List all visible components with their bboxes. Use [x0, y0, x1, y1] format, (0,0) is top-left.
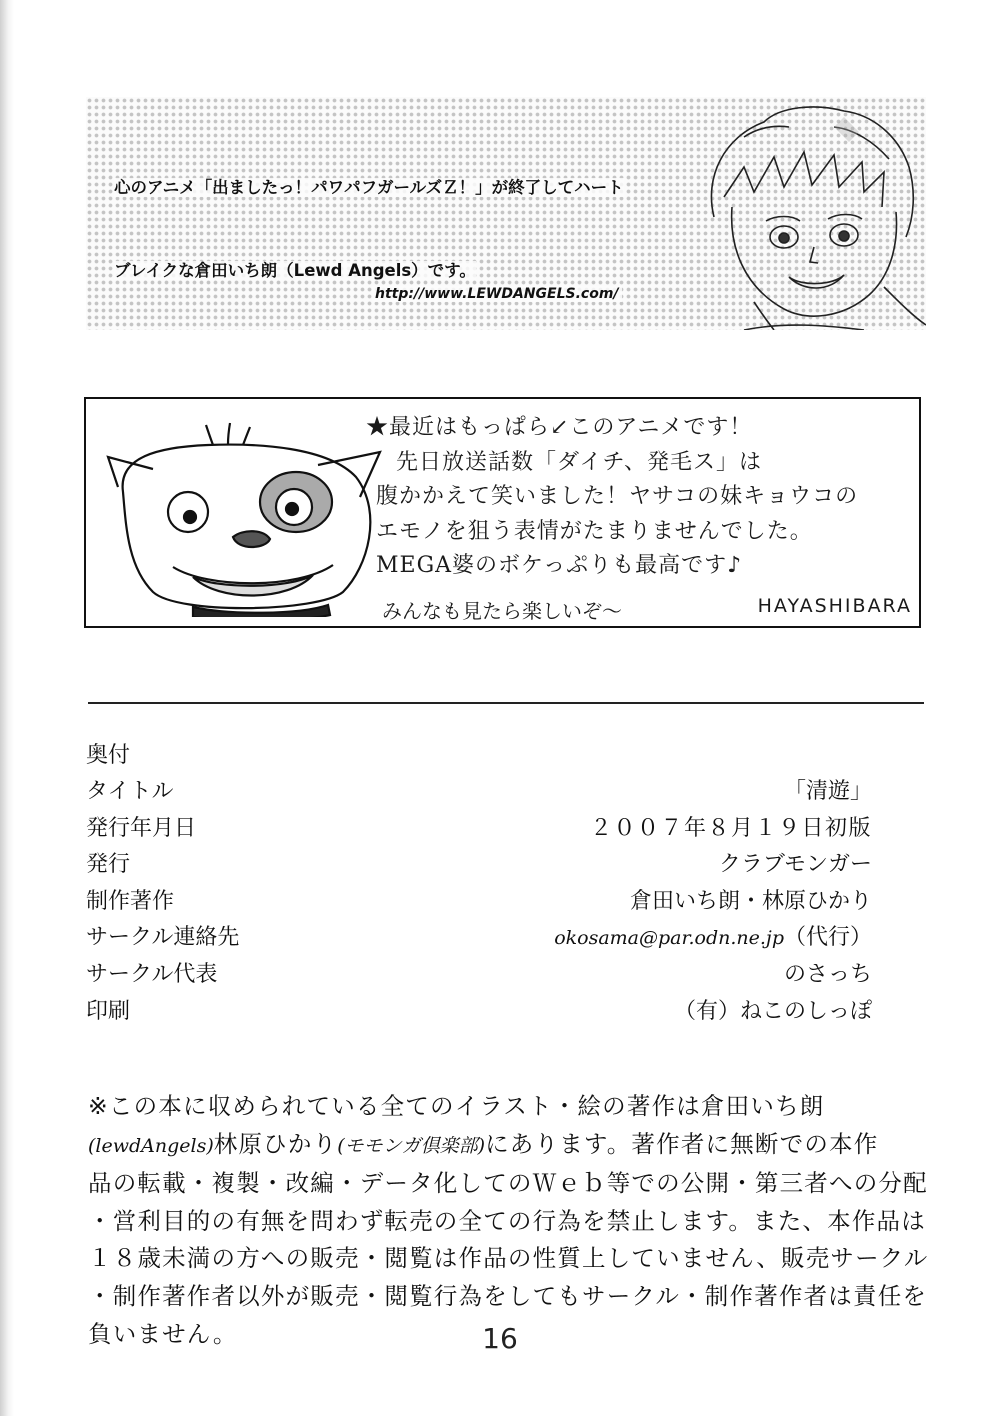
hand-line: 腹かかえて笑いました！ヤサコの妹キョウコの [376, 484, 859, 509]
notice-line: １８歳未満の方への販売・閲覧は作品の性質上していません、販売サークル [88, 1244, 929, 1273]
note-line: ブレイクな倉田いち朗（Lewd Angels）です。 [114, 260, 476, 280]
notice-inline-italic: (モモンガ倶楽部) [337, 1134, 486, 1157]
row-label: サークル代表 [86, 961, 218, 987]
hand-written-note-box [84, 397, 921, 628]
row-label: タイトル [86, 779, 174, 804]
colophon-row-title [86, 774, 872, 811]
row-label: サークル連絡先 [86, 925, 240, 951]
notice-line: ・営利目的の有無を問わず転売の全ての行為を禁止します。また、本作品は [88, 1206, 926, 1235]
row-value: ２００７年８月１９日初版 [589, 815, 872, 841]
notice-line [88, 1126, 928, 1166]
colophon-row-authors [86, 884, 872, 921]
notice-inline: にあります。著作者に無断での本作 [485, 1129, 879, 1158]
notice-inline-italic: (lewdAngels) [88, 1134, 214, 1157]
author-note-box [86, 97, 926, 330]
contact-email[interactable]: okosama@par.odn.ne.jp [554, 927, 784, 950]
notice-inline: 林原ひかり [213, 1129, 338, 1158]
hand-note-footer [382, 595, 912, 624]
hand-line: ★最近はもっぱら↙このアニメです！ [366, 415, 753, 440]
character-portrait-illustration [684, 97, 926, 330]
colophon-row-printer [86, 994, 872, 1031]
row-value [554, 920, 872, 957]
copyright-notice [88, 1088, 928, 1353]
colophon-row-representative [86, 957, 872, 994]
row-value: 倉田いち朗・林原ひかり [629, 888, 872, 914]
row-label: 印刷 [86, 998, 131, 1024]
signature: HAYASHIBARA [757, 595, 912, 617]
colophon [86, 738, 872, 1030]
page-edge [0, 0, 14, 1416]
notice-line: 品の転載・複製・改編・データ化してのＷｅｂ等での公開・第三者への分配 [88, 1169, 928, 1198]
hand-line: 先日放送話数「ダイチ、発毛ス」は [396, 449, 763, 475]
row-value: 「清遊」 [783, 779, 872, 804]
hand-written-text [366, 411, 911, 584]
row-label: 発行年月日 [86, 815, 197, 841]
row-label: 制作著作 [86, 888, 175, 914]
colophon-row-publisher [86, 847, 872, 884]
notice-line: ※この本に収められている全てのイラスト・絵の著作は倉田いち朗 [88, 1092, 825, 1120]
section-divider [88, 702, 924, 704]
contact-suffix: （代行） [783, 925, 872, 951]
hand-line: エモノを狙う表情がたまりませんでした。 [376, 518, 813, 544]
colophon-heading: 奥付 [86, 743, 131, 768]
notice-line: 負いません。 [88, 1319, 238, 1348]
colophon-row-date [86, 811, 872, 848]
dog-character-illustration [98, 417, 388, 617]
colophon-row-contact [86, 920, 872, 957]
closing-line: みんなも見たら楽しいぞ～ [382, 599, 622, 623]
row-value: （有）ねこのしっぽ [673, 998, 872, 1024]
row-value: クラブモンガー [718, 852, 872, 878]
note-line: 心のアニメ「出ましたっ！パワパフガールズＺ！」が終了してハート [114, 178, 624, 197]
row-value: のさっち [783, 961, 872, 987]
hand-line: MEGA婆のボケっぷりも最高です♪ [376, 553, 743, 578]
website-url: http://www.LEWDANGELS.com/ [372, 286, 622, 302]
notice-line: ・制作著作者以外が販売・閲覧行為をしてもサークル・制作著作者は責任を [88, 1281, 928, 1310]
page-number: 16 [482, 1322, 518, 1355]
row-label: 発行 [86, 852, 131, 878]
